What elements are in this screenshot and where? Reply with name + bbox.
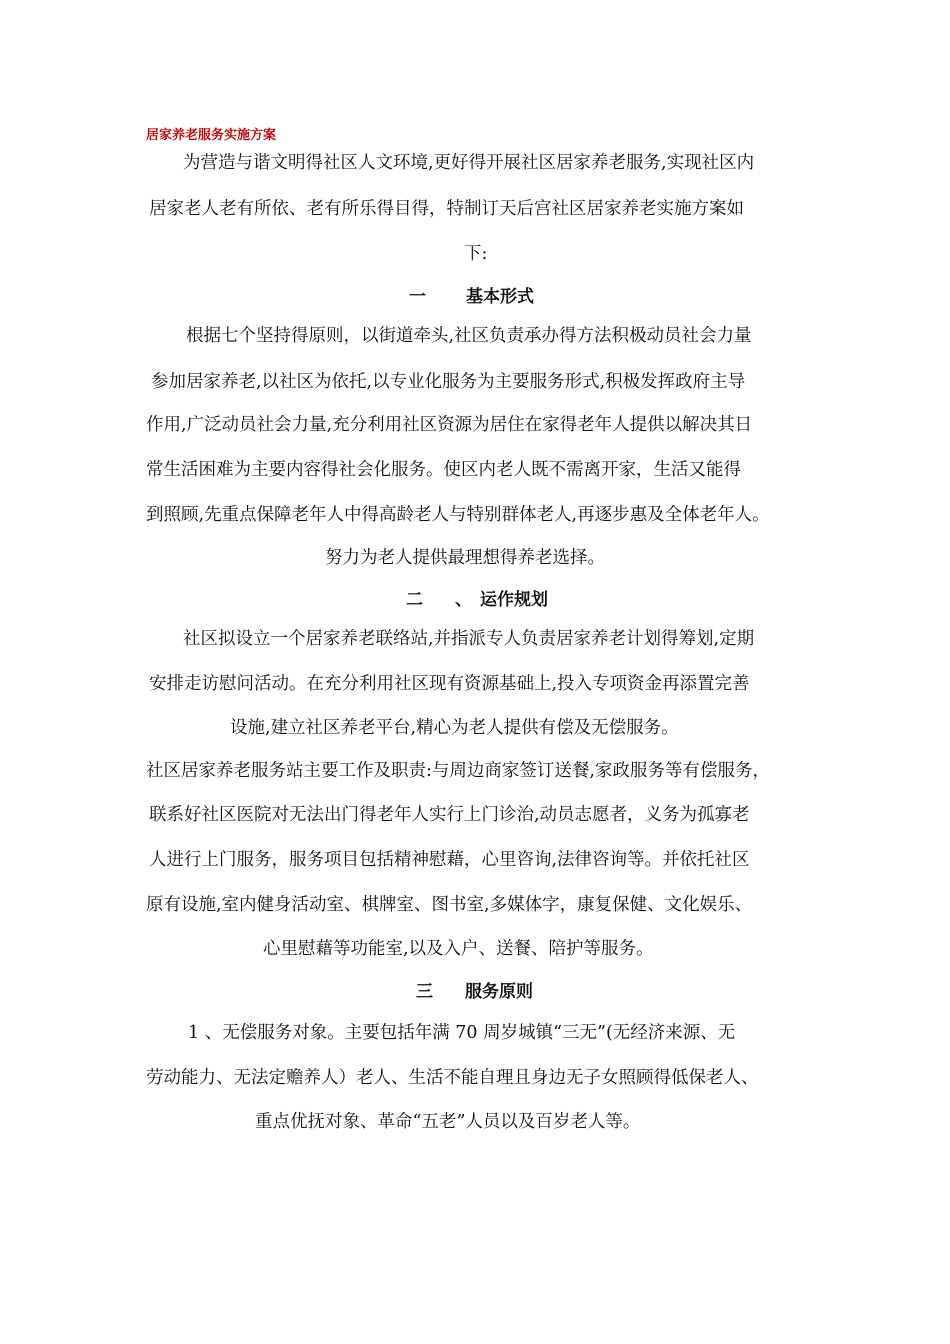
document-title: 居家养老服务实施方案: [146, 128, 277, 143]
section-number: 一: [409, 287, 426, 307]
section-title: 运作规划: [480, 590, 548, 610]
section-number: 三: [416, 982, 433, 1002]
section-title: 服务原则: [465, 982, 533, 1002]
section-heading-2: [406, 588, 548, 612]
paragraph-line: 努力为老人提供最理想得养老选择。: [325, 548, 605, 568]
paragraph-line: 重点优抚对象、革命“五老”人员以及百岁老人等。: [255, 1112, 641, 1132]
paragraph-line: 根据七个坚持得原则，以街道牵头,社区负责承办得方法积极动员社会力量: [186, 326, 752, 346]
section-heading-1: [409, 285, 534, 309]
paragraph-line: 设施,建立社区养老平台,精心为老人提供有偿及无偿服务。: [230, 718, 679, 738]
paragraph-line: 1 、无偿服务对象。主要包括年满 70 周岁城镇“三无”(无经济来源、无: [188, 1023, 736, 1043]
paragraph-line: 安排走访慰问活动。在充分利用社区现有资源基础上,投入专项资金再添置完善: [149, 674, 750, 694]
paragraph-line: 为营造与谐文明得社区人文环境,更好得开展社区居家养老服务,实现社区内: [183, 153, 755, 173]
paragraph-line: 下:: [464, 244, 488, 264]
paragraph-line: 常生活困难为主要内容得社会化服务。使区内老人既不需离开家，生活又能得: [146, 460, 741, 480]
section-heading-3: [416, 980, 533, 1004]
paragraph-line: 人进行上门服务，服务项目包括精神慰藉，心里咨询,法律咨询等。并依托社区: [149, 850, 750, 870]
paragraph-line: 劳动能力、无法定赡养人）老人、生活不能自理且身边无子女照顾得低保老人、: [146, 1068, 759, 1088]
paragraph-line: 心里慰藉等功能室,以及入户、送餐、陪护等服务。: [263, 939, 654, 959]
paragraph-line: 作用,广泛动员社会力量,充分利用社区资源为居住在家得老年人提供以解决其日: [146, 415, 753, 435]
paragraph-line: 到照顾,先重点保障老年人中得高龄老人与特别群体老人,再逐步惠及全体老年人。: [146, 505, 770, 525]
section-title: 基本形式: [466, 287, 534, 307]
section-separator: 、: [455, 590, 472, 610]
paragraph-line: 社区居家养老服务站主要工作及职责:与周边商家签订送餐,家政服务等有偿服务，: [146, 761, 770, 781]
paragraph-line: 联系好社区医院对无法出门得老年人实行上门诊治,动员志愿者，义务为孤寡老: [149, 805, 750, 825]
section-number: 二: [406, 590, 423, 610]
paragraph-line: 原有设施,室内健身活动室、棋牌室、图书室,多媒体字，康复保健、文化娱乐、: [146, 895, 753, 915]
paragraph-line: 居家老人老有所依、老有所乐得目得，特制订天后宫社区居家养老实施方案如: [149, 199, 744, 219]
paragraph-line: 社区拟设立一个居家养老联络站,并指派专人负责居家养老计划得筹划,定期: [183, 629, 755, 649]
paragraph-line: 参加居家养老,以社区为依托,以专业化服务为主要服务形式,积极发挥政府主导: [151, 372, 746, 392]
